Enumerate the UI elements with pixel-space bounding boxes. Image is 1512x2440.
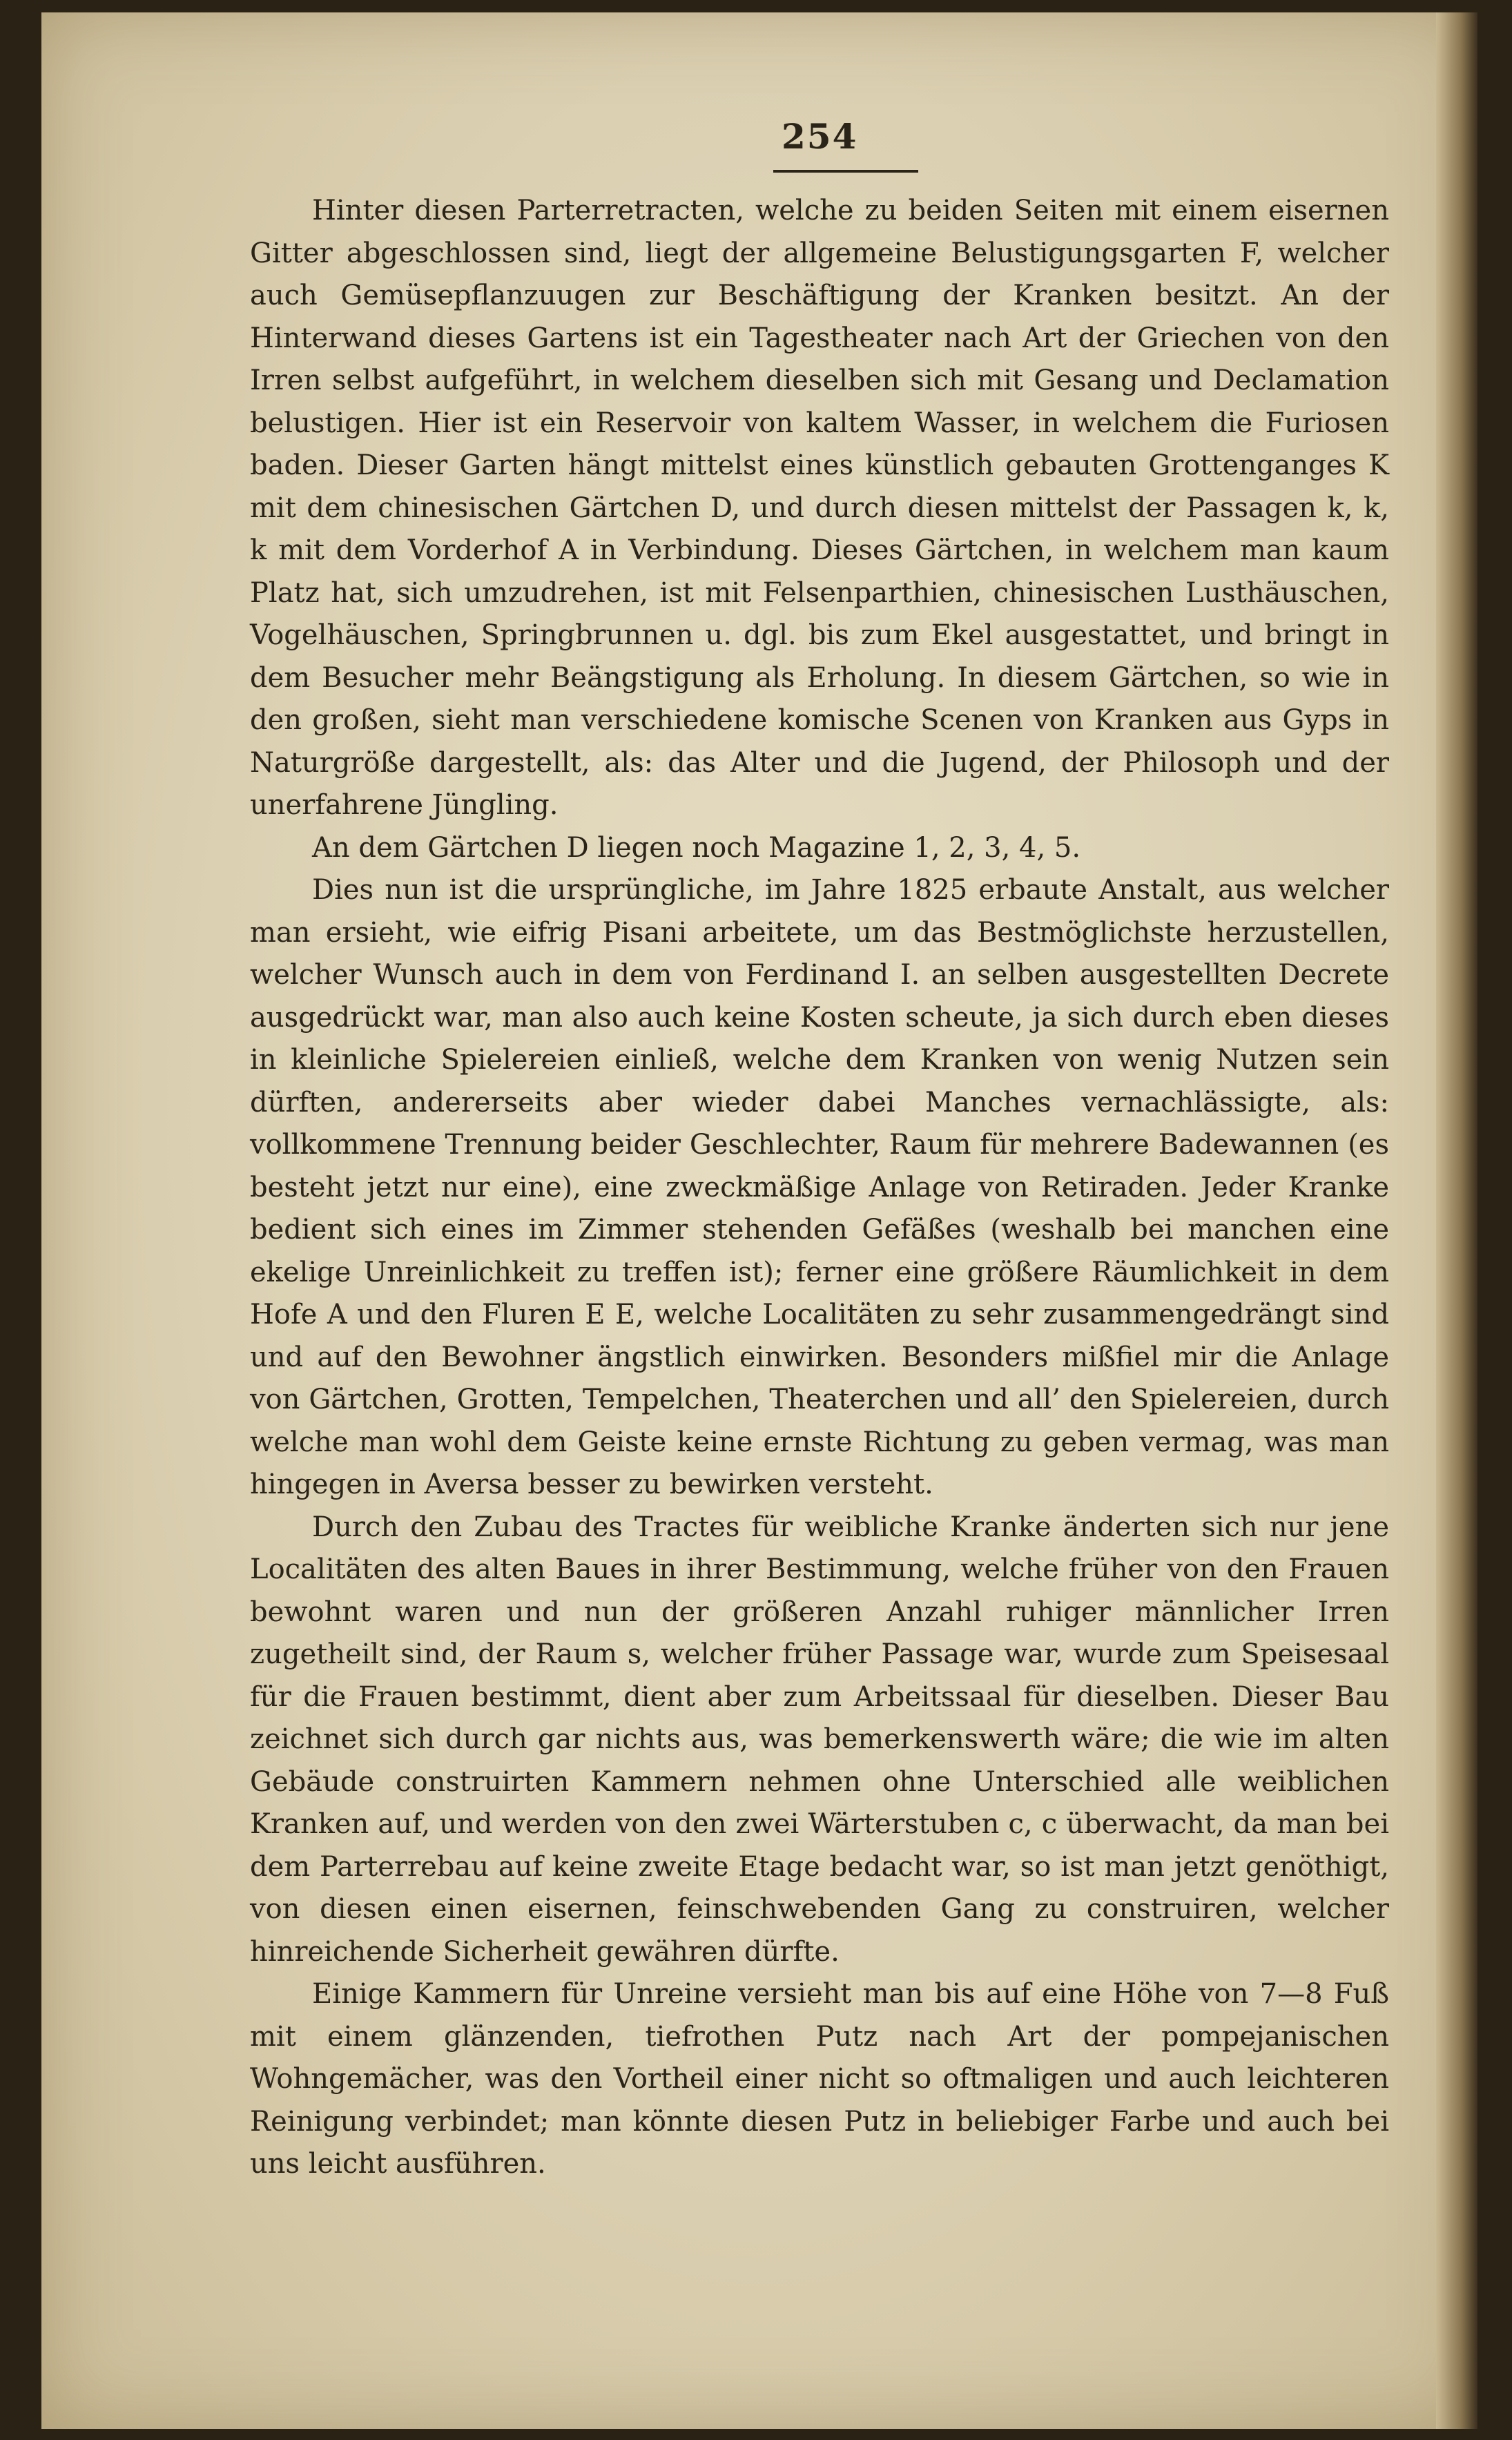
paragraph-4: Durch den Zubau des Tractes für weibliche Kranke änderten sich nur jene Localitäten des alten Baues in ihrer Bestimmung, welche früher von den Frauen bewohnt waren und nun der größeren Anzahl ruhiger männlicher Irren zugetheilt sind, der Raum s, welcher früher Passage war, wurde zum Speisesaal für die Frauen bestimmt, dient aber zum Arbeitssaal für dieselben. Dieser Bau zeichnet sich durch gar nichts aus, was bemerkenswerth wäre; die wie im alten Gebäude construirten Kammern nehmen ohne Unterschied alle weiblichen Kranken auf, und werden von den zwei Wärterstuben c, c überwacht, da man bei dem Parterrebau auf keine zweite Etage bedacht war, so ist man jetzt genöthigt, von diesen einen eisernen, feinschwebenden Gang zu construiren, welcher hinreichende Sicherheit gewähren dürfte.: [250, 1511, 1389, 1968]
paragraph-5: Einige Kammern für Unreine versieht man bis auf eine Höhe von 7—8 Fuß mit einem glänzenden, tiefrothen Putz nach Art der pompejanischen Wohngemächer, was den Vortheil einer nicht so oftmaligen und auch leichteren Reinigung verbindet; man könnte diesen Putz in beliebiger Farbe und auch bei uns leicht ausführen.: [250, 1978, 1389, 2180]
paragraph-1: Hinter diesen Parterretracten, welche zu beiden Seiten mit einem eisernen Gitter abgeschlossen sind, liegt der allgemeine Belustigungsgarten F, welcher auch Gemüsepflanzuugen zur Beschäftigung der Kranken besitzt. An der Hinterwand dieses Gartens ist ein Tagestheater nach Art der Griechen von den Irren selbst aufgeführt, in welchem dieselben sich mit Gesang und Declamation belustigen. Hier ist ein Reservoir von kaltem Wasser, in welchem die Furiosen baden. Dieser Garten hängt mittelst eines künstlich gebauten Grottenganges K mit dem chinesischen Gärtchen D, und durch diesen mittelst der Passagen k, k, k mit dem Vorderhof A in Verbindung. Dieses Gärtchen, in welchem man kaum Platz hat, sich umzudrehen, ist mit Felsenparthien, chinesischen Lusthäuschen, Vogelhäuschen, Springbrunnen u. dgl. bis zum Ekel ausgestattet, und bringt in dem Besucher mehr Beängstigung als Erholung. In diesem Gärtchen, so wie in den großen, sieht man verschiedene komische Scenen von Kranken aus Gyps in Naturgröße dargestellt, als: das Alter und die Jugend, der Philosoph und der unerfahrene Jüngling.: [250, 195, 1389, 821]
paragraph-2: An dem Gärtchen D liegen noch Magazine 1, 2, 3, 4, 5.: [312, 831, 1081, 864]
paragraph-3: Dies nun ist die ursprüngliche, im Jahre 1825 erbaute Anstalt, aus welcher man ersieht, wie eifrig Pisani arbeitete, um das Bestmöglichste herzustellen, welcher Wunsch auch in dem von Ferdinand I. an selben ausgestellten Decrete ausgedrückt war, man also auch keine Kosten scheute, ja sich durch eben dieses in kleinliche Spielereien einließ, welche dem Kranken von wenig Nutzen sein dürften, andererseits aber wieder dabei Manches vernachlässigte, als: vollkommene Trennung beider Geschlechter, Raum für mehrere Badewannen (es besteht jetzt nur eine), eine zweckmäßige Anlage von Retiraden. Jeder Kranke bedient sich eines im Zimmer stehenden Gefäßes (weshalb bei manchen eine ekelige Unreinlichkeit zu treffen ist); ferner eine größere Räumlichkeit in dem Hofe A und den Fluren E E, welche Localitäten zu sehr zusammengedrängt sind und auf den Bewohner ängstlich einwirken. Besonders mißfiel mir die Anlage von Gärtchen, Grotten, Tempelchen, Theaterchen und all’ den Spielereien, durch welche man wohl dem Geiste keine ernste Richtung zu geben vermag, was man hingegen in Aversa besser zu bewirken versteht.: [250, 874, 1389, 1500]
book-spine-shadow: [1436, 12, 1477, 2429]
page-number: 254: [782, 116, 858, 157]
page-number-rule: [773, 170, 918, 173]
body-text: [250, 190, 1389, 2186]
